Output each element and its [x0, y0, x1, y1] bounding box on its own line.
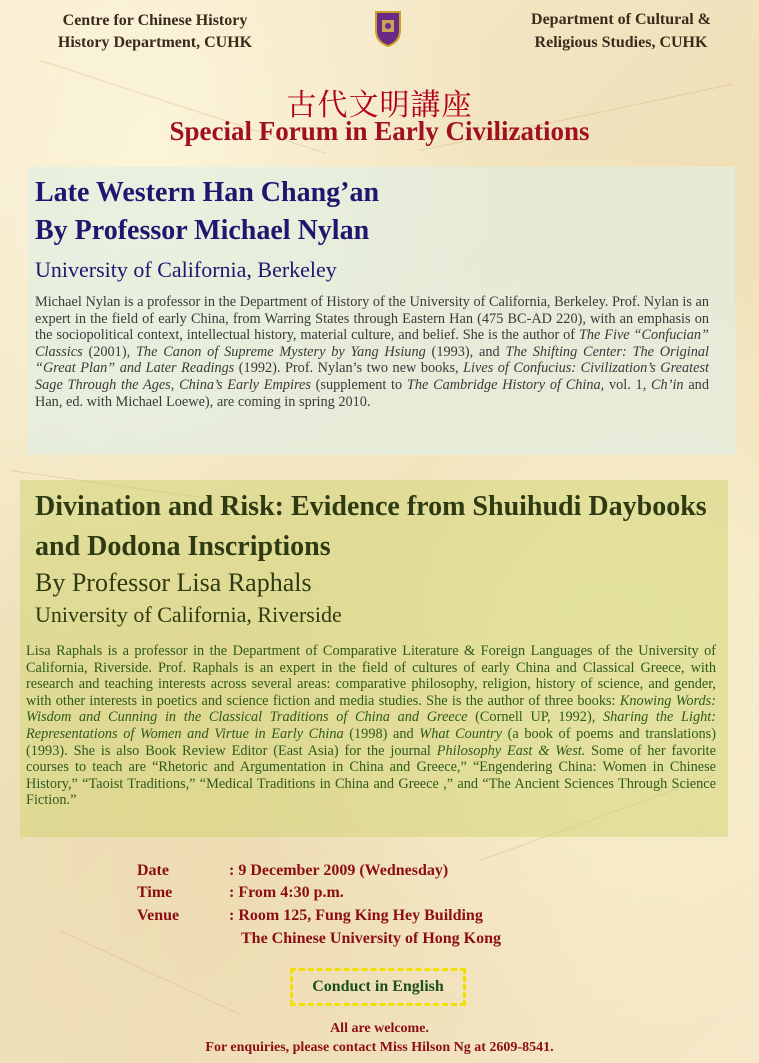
paper-fiber: [60, 930, 242, 1015]
talk1-speaker: By Professor Michael Nylan: [35, 215, 370, 246]
bio-run: (supplement to: [310, 376, 407, 393]
bio-italic-run: China’s Early Empires: [179, 376, 311, 393]
language-badge: Conduct in English: [290, 968, 466, 1006]
bio-italic-run: The Five “Confucian” Classics: [35, 327, 709, 360]
bio-run: (Cornell UP, 1992),: [467, 709, 603, 726]
bio-italic-run: The Shifting Center: The Original “Great Plan” and Later Readings: [35, 343, 710, 377]
host-left: [30, 10, 280, 54]
talk1-bio: [35, 294, 709, 410]
welcome-note: All are welcome.: [330, 1021, 429, 1036]
venue-value: : Room 125, Fung King Hey Building: [229, 907, 483, 924]
bio-italic-run: Philosophy East & West.: [436, 742, 586, 759]
date-label: Date: [137, 862, 169, 879]
venue-value-2: The Chinese University of Hong Kong: [241, 930, 502, 947]
bio-run: (a book of poems and translations) (1993). She is also Book Review Editor (East Asia) for the journal: [26, 725, 716, 759]
bio-italic-run: The Cambridge History of China,: [406, 376, 605, 393]
bio-italic-run: Lives of Confucius: Civilization’s Greatest Sage Through the Ages: [35, 360, 709, 393]
host-right-line1: Department of Cultural &: [531, 11, 711, 28]
bio-run: (1992). Prof. Nylan’s two new books,: [234, 360, 464, 377]
date-value: : 9 December 2009 (Wednesday): [229, 862, 449, 879]
talk1-title: Late Western Han Chang’an: [35, 177, 380, 208]
bio-run: (1993), and: [425, 343, 506, 360]
host-left-line1: Centre for Chinese History: [62, 12, 248, 29]
host-right-line2: Religious Studies, CUHK: [534, 34, 708, 51]
enquiry-contact: For enquiries, please contact Miss Hilson Ng at 2609-8541.: [205, 1040, 554, 1055]
bio-run: vol. 1,: [604, 376, 652, 393]
university-crest-icon: [370, 8, 406, 48]
bio-run: Michael Nylan is a professor in the Department of History of the University of California, Berkeley. Prof. Nylan is an expert in the field of early China, from Warring States through Eastern Han (475 BC-AD 220), with an emphasis on the sociopolitical context, intellectual history, material culture, and belief. She is the author of: [35, 294, 709, 344]
forum-title-chinese: 古代文明講座: [286, 89, 473, 122]
bio-run: and Han, ed. with Michael Loewe), are coming in spring 2010.: [35, 376, 709, 410]
bio-run: Some of her favorite courses to teach are “Rhetoric and Argumentation in China and Greece,” “Engendering China: Women in Chinese History,” “Taoist Traditions,” “Medical Traditions in China and Greece ,” and “The Ancient Sciences Through Science Fiction.”: [26, 742, 716, 809]
talk2-title: Divination and Risk: Evidence from Shuihudi Daybooks and Dodona Inscriptions: [35, 491, 707, 562]
host-left-line2: History Department, CUHK: [57, 34, 253, 51]
bio-italic-run: Knowing Words: Wisdom and Cunning in the Classical Traditions of China and Greece: [26, 692, 716, 726]
bio-run: Lisa Raphals is a professor in the Department of Comparative Literature & Foreign Languages of the University of California, Riverside. Prof. Raphals is an expert in the field of cultures of early China and Classical Greece, with research and teaching interests across several areas: comparative philosophy, religion, history of science, and gender, with other interests in poetics and science fiction and media studies. She is the author of three books:: [26, 643, 716, 709]
time-value: : From 4:30 p.m.: [229, 884, 344, 901]
time-label: Time: [137, 884, 173, 901]
host-right: [496, 8, 746, 54]
bio-italic-run: What Country: [419, 725, 502, 742]
venue-label: Venue: [137, 907, 180, 924]
bio-run: (2001),: [82, 343, 136, 360]
talk2-bio: [26, 643, 716, 809]
talk1-affiliation: University of California, Berkeley: [35, 257, 337, 282]
talk2-speaker: By Professor Lisa Raphals: [35, 568, 312, 597]
bio-run: (1998) and: [343, 725, 420, 742]
forum-title-english: Special Forum in Early Civilizations: [169, 116, 590, 146]
bio-italic-run: Sharing the Light: Representations of Women and Virtue in Early China: [26, 709, 716, 742]
talk2-affiliation: University of California, Riverside: [35, 602, 342, 627]
bio-run: ,: [170, 376, 180, 393]
bio-italic-run: The Canon of Supreme Mystery by Yang Hsiung: [135, 343, 426, 360]
bio-italic-run: Ch’in: [651, 376, 684, 393]
